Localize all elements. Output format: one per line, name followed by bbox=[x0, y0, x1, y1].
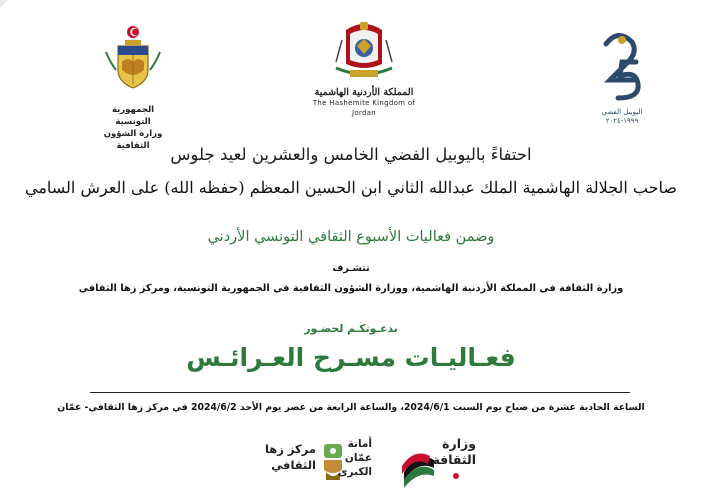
celebration-line: احتفاءً باليوبيل الفضي الخامس والعشرين لعيد جلوس bbox=[170, 145, 532, 164]
zaha-cultural-center-logo bbox=[254, 440, 316, 484]
cultural-week-line: وضمن فعاليات الأسبوع الثقافي التونسي الأردني bbox=[207, 229, 495, 245]
zaha-logo-line1: مركز زها bbox=[264, 442, 316, 456]
silver-jubilee-logo bbox=[590, 28, 654, 126]
schedule-line: الساعة الحادية عشرة من صباح يوم السبت 2024/6/1، والساعة الرابعة من عصر يوم الأحد 2024/6/2 في مركز زها الثقافي- عمّان bbox=[57, 402, 645, 413]
page-corner bbox=[0, 0, 8, 8]
jubilee-logo-years: ١٩٩٩-٢٠٢٤ bbox=[605, 117, 639, 125]
jubilee-25-icon bbox=[590, 28, 654, 102]
tunisia-emblem-logo bbox=[96, 24, 170, 152]
divider bbox=[90, 392, 630, 393]
king-line: صاحب الجلالة الهاشمية الملك عبدالله الثاني ابن الحسين المعظم (حفظه الله) على العرش السامي bbox=[25, 178, 677, 197]
jubilee-logo-label: اليوبيل الفضي bbox=[601, 108, 643, 116]
tunisia-logo-line1: الجمهورية التونسية bbox=[111, 105, 155, 127]
tunisia-logo-line2: وزارة الشؤون الثقافية bbox=[103, 129, 163, 151]
jordan-logo-arabic: المملكة الأردنية الهاشمية bbox=[314, 87, 414, 98]
greater-amman-logo bbox=[322, 438, 372, 486]
zaha-logo-line2: الثقافي bbox=[271, 458, 316, 472]
event-title: فعـاليـات مسـرح العـرائـس bbox=[186, 343, 516, 372]
honor-line: تتشـرف bbox=[332, 263, 370, 274]
amman-logo-line1: أمانة bbox=[347, 438, 372, 450]
jordan-crest-logo bbox=[306, 20, 422, 118]
amman-logo-line2: عمّان bbox=[344, 452, 372, 464]
invite-line: بدعـوتكـم لحضـور bbox=[304, 322, 398, 335]
jordan-logo-english: The Hashemite Kingdom of Jordan bbox=[312, 99, 416, 117]
amman-logo-line3: الكبرى bbox=[337, 466, 372, 478]
jordan-coat-of-arms-icon bbox=[306, 20, 422, 82]
ministry-logo-line2: الثقافة bbox=[432, 452, 476, 467]
ministry-logo-line1: وزارة bbox=[442, 436, 476, 451]
tunisia-coat-of-arms-icon bbox=[96, 24, 170, 94]
ministry-of-culture-logo bbox=[400, 432, 480, 487]
hosts-line: وزارة الثقافة في المملكة الأردنية الهاشمية، ووزارة الشؤون الثقافية في الجمهورية التونسية، ومركز زها الثقافي bbox=[78, 283, 624, 294]
